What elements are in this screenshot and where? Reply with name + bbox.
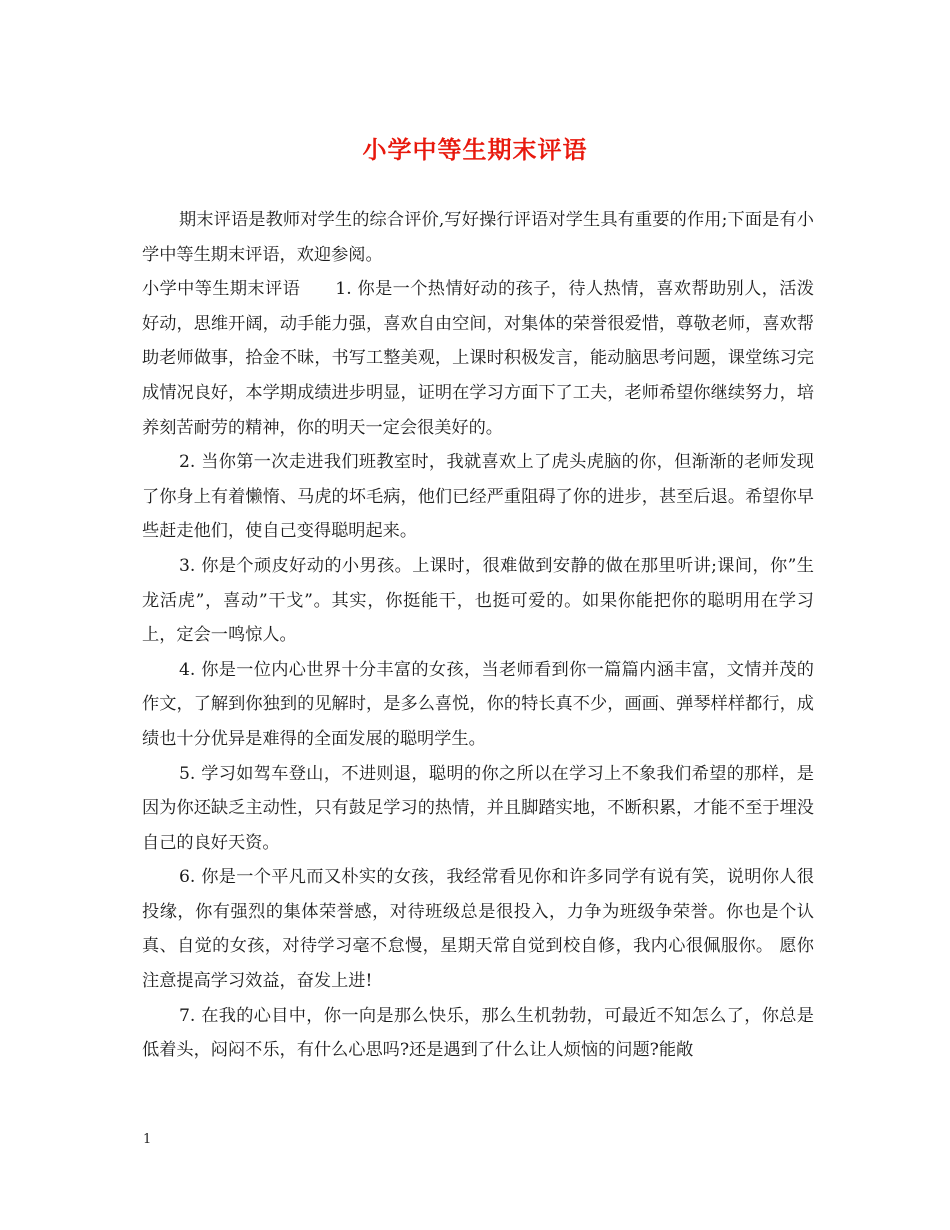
first-comment-paragraph: 小学中等生期末评语 1. 你是一个热情好动的孩子，待人热情，喜欢帮助别人，活泼好动，思维开阔，动手能力强，喜欢自由空间，对集体的荣誉很爱惜，尊敬老师，喜欢帮助老师做事，拾金不昧，书写工整美观，上课时积极发言，能动脑思考问题，课堂练习完成情况良好，本学期成绩进步明显，证明在学习方面下了工夫，老师希望你继续努力，培养刻苦耐劳的精神，你的明天一定会很美好的。 — [142, 279, 814, 438]
comment-paragraph-7: 7. 在我的心目中，你一向是那么快乐，那么生机勃勃，可最近不知怎么了，你总是低着头，闷闷不乐，有什么心思吗?还是遇到了什么让人烦恼的问题?能敞 — [142, 1005, 814, 1061]
intro-paragraph: 期末评语是教师对学生的综合评价,写好操行评语对学生具有重要的作用;下面是有小学中等生期末评语，欢迎参阅。 — [142, 210, 814, 265]
comment-paragraph-3: 3. 你是个顽皮好动的小男孩。上课时，很难做到安静的做在那里听讲;课间，你”生龙活虎”，喜动”干戈”。其实，你挺能干，也挺可爱的。如果你能把你的聪明用在学习上，定会一鸣惊人。 — [142, 555, 814, 646]
document-body — [142, 203, 814, 1068]
comment-paragraph-2: 2. 当你第一次走进我们班教室时，我就喜欢上了虎头虎脑的你，但渐渐的老师发现了你身上有着懒惰、马虎的坏毛病，他们已经严重阻碍了你的进步，甚至后退。希望你早些赶走他们，使自己变得聪明起来。 — [142, 452, 814, 542]
comment-paragraph-5: 5. 学习如驾车登山，不进则退，聪明的你之所以在学习上不象我们希望的那样，是因为你还缺乏主动性，只有鼓足学习的热情，并且脚踏实地，不断积累，才能不至于埋没自己的良好天资。 — [142, 763, 814, 853]
page-number: 1 — [143, 1132, 152, 1147]
comment-paragraph-4: 4. 你是一位内心世界十分丰富的女孩，当老师看到你一篇篇内涵丰富，文情并茂的作文，了解到你独到的见解时，是多么喜悦，你的特长真不少，画画、弹琴样样都行，成绩也十分优异是难得的全面发展的聪明学生。 — [142, 659, 814, 749]
document-title: 小学中等生期末评语 — [362, 135, 588, 164]
comment-paragraph-6: 6. 你是一个平凡而又朴实的女孩，我经常看见你和许多同学有说有笑，说明你人很投缘，你有强烈的集体荣誉感，对待班级总是很投入，力争为班级争荣誉。你也是个认真、自觉的女孩，对待学习毫不怠慢，星期天常自觉到校自修，我内心很佩服你。 愿你注意提高学习效益，奋发上进! — [142, 867, 814, 992]
